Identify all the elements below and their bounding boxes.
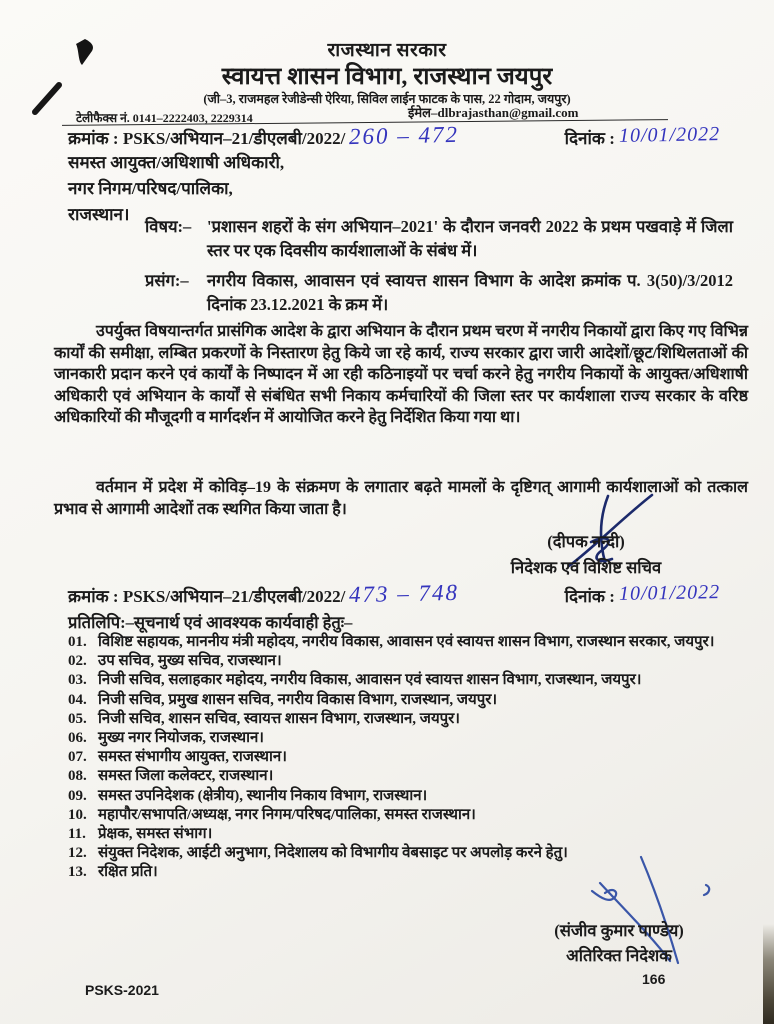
copy-item-text: रक्षित प्रति।	[98, 864, 158, 881]
office-address: (जी–3, राजमहल रेजीडेन्सी ऐरिया, सिविल लाईन फाटक के पास, 22 गोदाम, जयपुर)	[203, 92, 571, 106]
body-paragraph-1: उपर्युक्त विषयान्तर्गत प्रासंगिक आदेश के द्वारा अभियान के दौरान प्रथम चरण में नगरीय निकायों द्वारा किए गए विभिन्न कार्यों की समीक्षा, लम्बित प्रकरणों के निस्तारण हेतु किये जा रहे कार्य, राज्य सरकार द्वारा जारी आदेशों/छूट/शिथिलताओं की जानकारी प्रदान करने एवं कार्यों के निष्पादन में आ रही कठिनाइयों पर चर्चा करने हेतु नगरीय निकायों के आयुक्त/अधिशाषी अधिकारी एवं अभियान के कार्यों से संबंधित सभी निकाय कर्मचारियों की जिला स्तर पर कार्यशाला राज्य सरकार के वरिष्ठ अधिकारियों की मौजूदगी व मार्गदर्शन में आयोजित करने हेतु निर्देशित किया गया था।	[54, 323, 748, 427]
handwritten-date: 10/01/2022	[618, 581, 721, 605]
copy-item-text: समस्त जिला कलेक्टर, राजस्थान।	[98, 768, 274, 785]
footer-file-code: PSKS-2021	[85, 982, 159, 998]
copy-item-text: प्रेक्षक, समस्त संभाग।	[98, 826, 213, 843]
recipient-line: राजस्थान।	[68, 205, 130, 224]
copy-item-number: 06.	[68, 730, 87, 747]
copy-item	[68, 691, 716, 710]
copy-item	[68, 710, 716, 729]
copy-item-number: 04.	[68, 691, 87, 708]
reference-number-label: क्रमांक : PSKS/अभियान–21/डीएलबी/2022/	[68, 587, 346, 606]
date-label: दिनांक :	[564, 587, 615, 606]
signatory-1-block	[485, 529, 687, 581]
copy-item-number: 03.	[68, 672, 87, 689]
signatory-1-title: निदेशक एवं विशिष्ट सचिव	[510, 558, 662, 577]
copy-item-number: 10.	[68, 806, 87, 823]
copy-item-number: 07.	[68, 749, 87, 766]
copy-item-number: 08.	[68, 768, 87, 785]
context-label: प्रसंग:–	[145, 271, 189, 290]
copy-list	[68, 633, 716, 883]
copy-item-number: 01.	[68, 634, 87, 650]
copy-item-text: निजी सचिव, प्रमुख शासन सचिव, नगरीय विकास विभाग, राजस्थान, जयपुर।	[98, 691, 498, 708]
date-label: दिनांक :	[564, 129, 615, 148]
signatory-2-title: अतिरिक्त निदेशक	[566, 946, 672, 965]
subject-label: विषय:–	[145, 217, 192, 236]
copy-item-text: मुख्य नगर नियोजक, राजस्थान।	[98, 730, 264, 747]
reference-row-1	[68, 121, 721, 150]
footer-page-number: 166	[642, 971, 666, 987]
copy-item	[68, 652, 716, 671]
copy-item-text: समस्त उपनिदेशक (क्षेत्रीय), स्थानीय निकाय विभाग, राजस्थान।	[98, 787, 428, 804]
copy-item-text: उप सचिव, मुख्य सचिव, राजस्थान।	[98, 653, 282, 670]
copy-item-text: निजी सचिव, सलाहकार महोदय, नगरीय विकास, आवासन एवं स्वायत्त शासन विभाग, राजस्थान, जयपुर।	[98, 672, 642, 689]
copy-item	[68, 825, 716, 844]
copy-item	[68, 844, 716, 863]
subject-text: 'प्रशासन शहरों के संग अभियान–2021' के दौरान जनवरी 2022 के प्रथम पखवाड़े में जिला स्तर पर एक दिवसीय कार्यशालाओं के संबंध में।	[207, 217, 733, 260]
copy-list-heading: प्रतिलिपि:–सूचनार्थ एवं आवश्यक कार्यवाही हेतुः–	[68, 613, 353, 632]
recipient-line: समस्त आयुक्त/अधिशाषी अधिकारी,	[68, 153, 285, 172]
signatory-2-name: (संजीव कुमार पाण्डेय)	[554, 921, 684, 940]
context-block	[145, 269, 733, 317]
signatory-1-name: (दीपक नन्दी)	[547, 532, 625, 551]
copy-item	[68, 748, 716, 767]
copy-item-number: 09.	[68, 787, 87, 804]
copy-item-number: 11.	[68, 826, 86, 843]
signatory-2-block	[520, 918, 718, 968]
copy-item	[68, 806, 716, 825]
copy-item	[68, 863, 716, 882]
email-address: ईमेल–dlbrajasthan@gmail.com	[408, 105, 579, 120]
handwritten-dispatch-number: 473 – 748	[349, 579, 460, 608]
telefax-number: टेलीफैक्स नं. 0141–2222403, 2229314	[76, 111, 253, 125]
reference-row-2	[68, 579, 721, 608]
department-title: स्वायत्त शासन विभाग, राजस्थान जयपुर	[221, 64, 553, 90]
copy-item-text: महापौर/सभापति/अध्यक्ष, नगर निगम/परिषद/पालिका, समस्त राजस्थान।	[98, 806, 476, 823]
body-paragraph-2: वर्तमान में प्रदेश में कोविड़–19 के संक्रमण के लगातार बढ़ते मामलों के दृष्टिगत् आगामी कार्यशालाओं को तत्काल प्रभाव से आगामी आदेशों तक स्थगित किया जाता है।	[54, 479, 748, 518]
copy-item-text: संयुक्त निदेशक, आईटी अनुभाग, निदेशालय को विभागीय वेबसाइट पर अपलोड़ करने हेतु।	[98, 845, 568, 862]
scan-edge-artifact	[763, 924, 774, 1024]
reference-number-label: क्रमांक : PSKS/अभियान–21/डीएलबी/2022/	[68, 129, 346, 148]
copy-item	[68, 787, 716, 806]
copy-item-number: 05.	[68, 710, 87, 727]
copy-item	[68, 729, 716, 748]
copy-item	[68, 767, 716, 786]
copy-item-text: निजी सचिव, शासन सचिव, स्वायत्त शासन विभाग, राजस्थान, जयपुर।	[98, 710, 460, 727]
copy-item-number: 12.	[68, 845, 87, 862]
government-title: राजस्थान सरकार	[327, 40, 447, 61]
context-text: नगरीय विकास, आवासन एवं स्वायत्त शासन विभाग के आदेश क्रमांक प. 3(50)/3/2012 दिनांक 23.12.2021 के क्रम में।	[207, 271, 733, 314]
handwritten-dispatch-number: 260 – 472	[349, 121, 460, 150]
handwritten-date: 10/01/2022	[618, 123, 721, 147]
copy-item	[68, 671, 716, 690]
copy-item	[68, 633, 716, 652]
copy-item-text: विशिष्ट सहायक, माननीय मंत्री महोदय, नगरीय विकास, आवासन एवं स्वायत्त शासन विभाग, राजस्थान सरकार, जयपुर।	[98, 634, 715, 650]
copy-item-text: समस्त संभागीय आयुक्त, राजस्थान।	[98, 749, 287, 766]
recipient-line: नगर निगम/परिषद/पालिका,	[68, 179, 233, 198]
copy-item-number: 13.	[68, 864, 87, 881]
subject-block	[145, 215, 733, 263]
copy-item-number: 02.	[68, 653, 87, 670]
